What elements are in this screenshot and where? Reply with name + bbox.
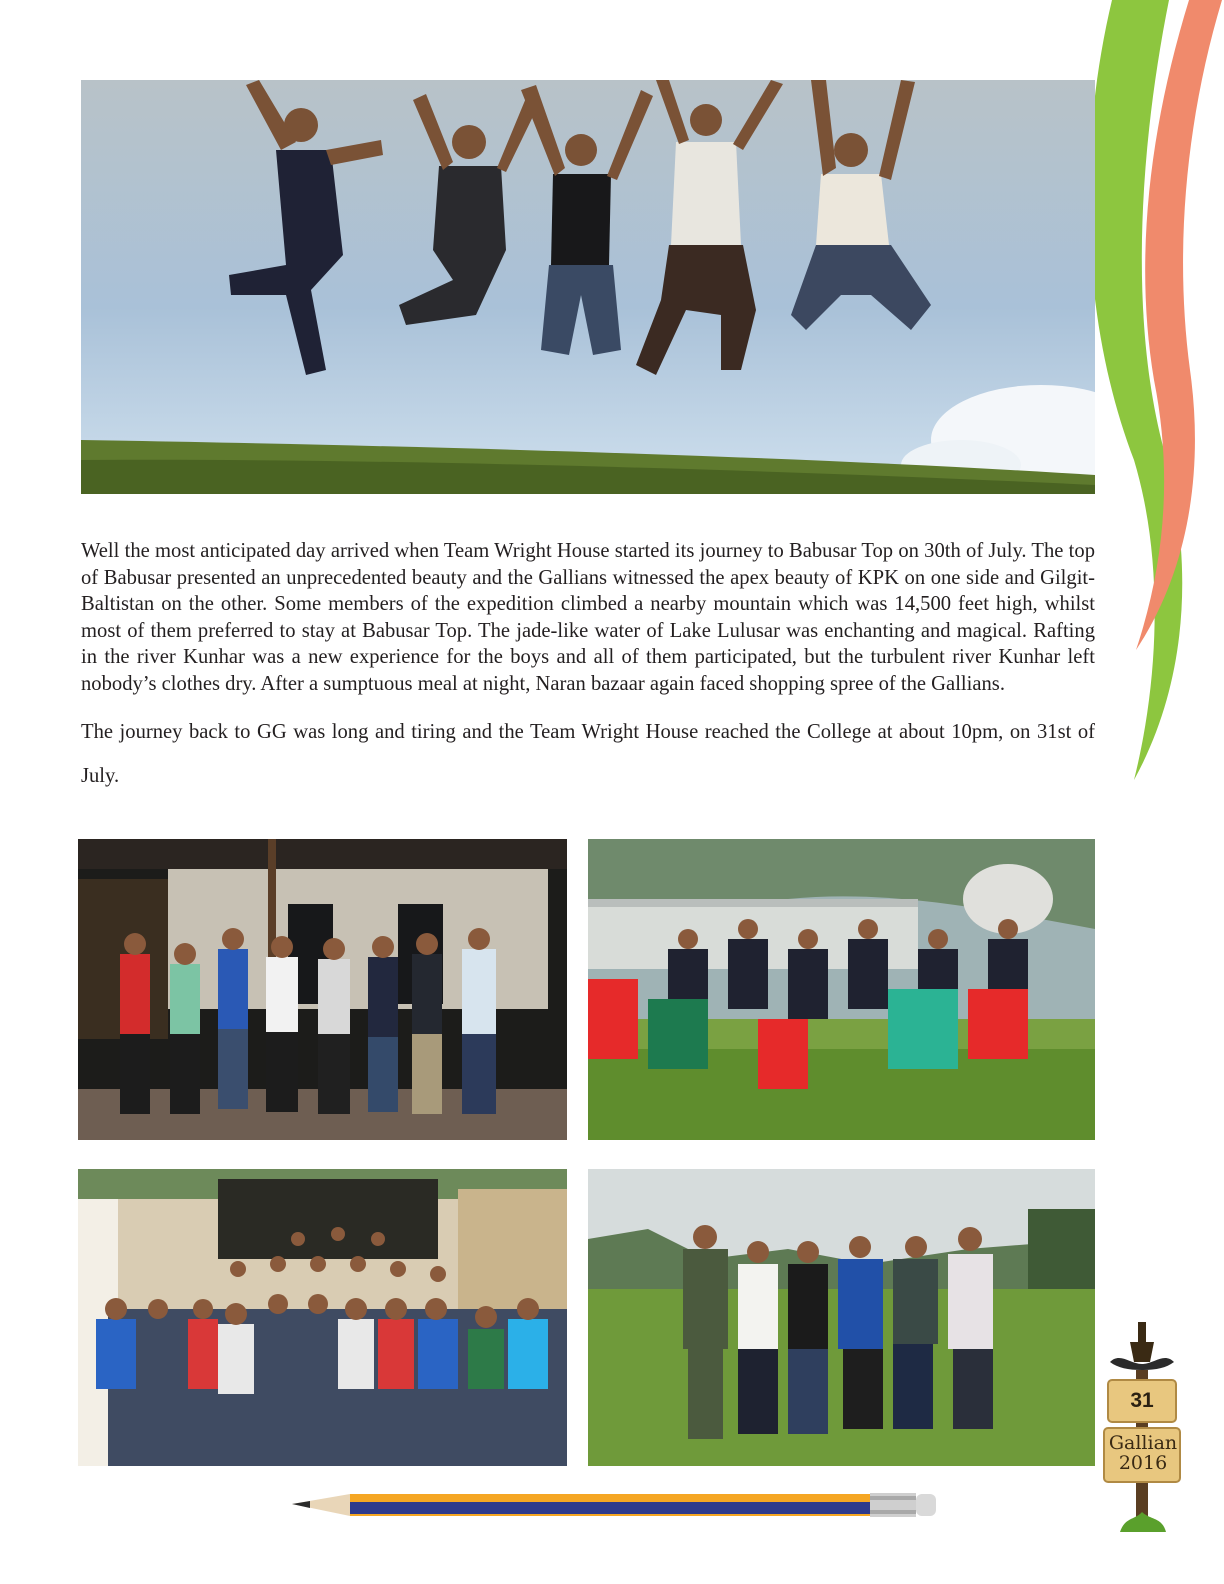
article-body — [81, 538, 1095, 810]
magazine-title — [1106, 1433, 1180, 1473]
magazine-name: Gallian — [1108, 1432, 1178, 1454]
decorative-ribbon — [1094, 0, 1224, 800]
signpost-page-marker — [1100, 1322, 1190, 1532]
large-group-photo — [78, 1169, 567, 1466]
magazine-year: 2016 — [1118, 1452, 1168, 1474]
group-photo-night — [78, 839, 567, 1140]
hero-photo-jumping-boys — [81, 80, 1095, 494]
pencil-decoration — [292, 1490, 937, 1524]
page-number: 31 — [1130, 1389, 1154, 1412]
article-paragraph-2: The journey back to GG was long and tiring and the Team Wright House reached the College at about 10pm, on 31st of July. — [81, 720, 1095, 787]
article-paragraph-1: Well the most anticipated day arrived when Team Wright House started its journey to Babusar Top on 30th of July. The top of Babusar presented an unprecedented beauty and the Gallians witnessed the apex beauty of KPK on one side and Gilgit-Baltistan on the other. Some members of the expedition climbed a nearby mountain which was 14,500 feet high, whilst most of them preferred to stay at Babusar Top. The jade-like water of Lake Lulusar was enchanting and magical. Rafting in the river Kunhar was a new experience for the boys and all of them participated, but the turbulent river Kunhar left nobody’s clothes dry. After a sumptuous meal at night, Naran bazaar again faced shopping spree of the Gallians. — [81, 540, 1095, 695]
meadow-group-photo — [588, 1169, 1095, 1466]
lawn-chairs-photo — [588, 839, 1095, 1140]
